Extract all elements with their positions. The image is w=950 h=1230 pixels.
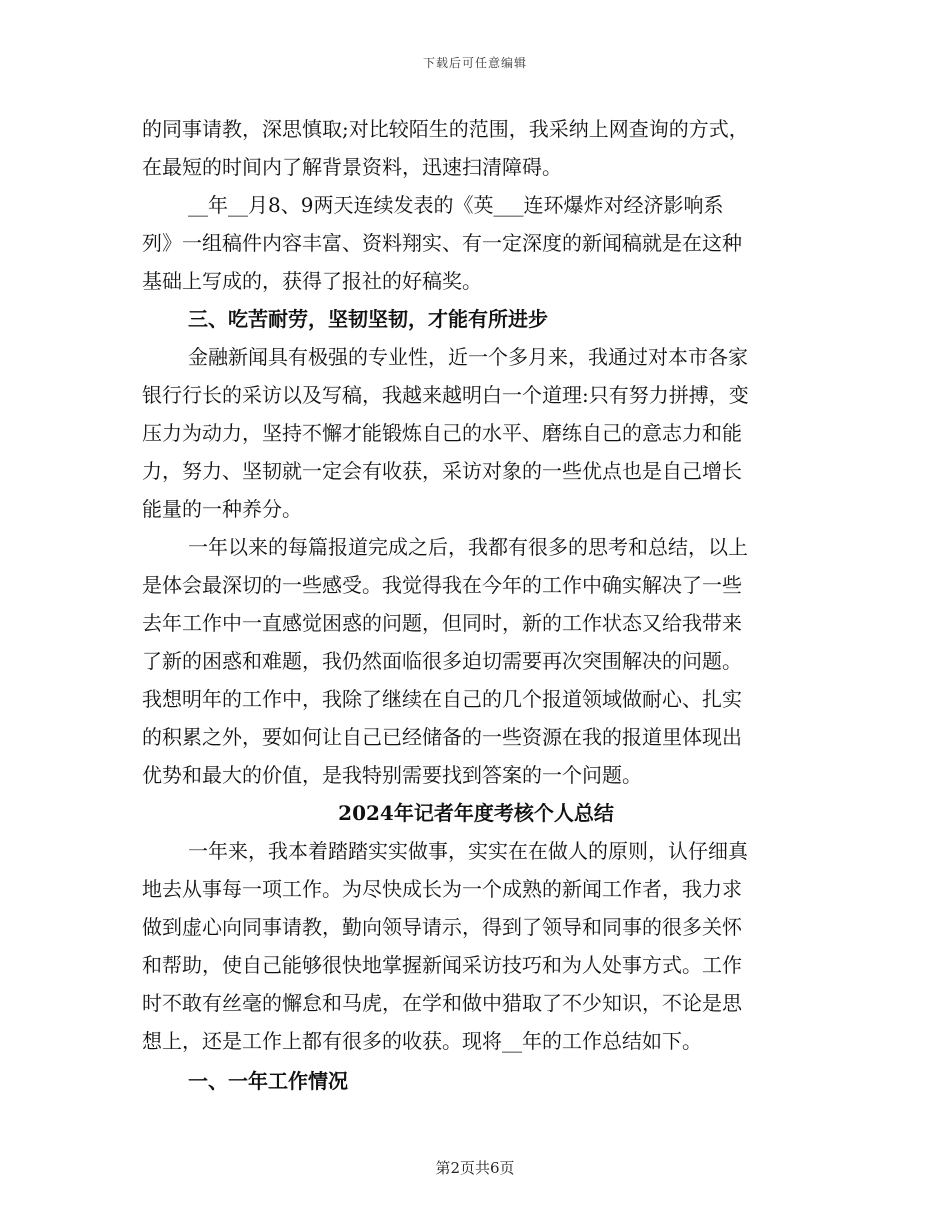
text-line: 优势和最大的价值，是我特别需要找到答案的一个问题。	[142, 763, 642, 787]
article-title: 2024年记者年度考核个人总结	[338, 801, 614, 825]
text-line: 银行行长的采访以及写稿，我越来越明白一个道理:只有努力拼搏，变	[142, 383, 749, 407]
text-line: 一年来，我本着踏踏实实做事，实实在在做人的原则，认仔细真	[188, 839, 748, 863]
text-line: 了新的困惑和难题，我仍然面临很多迫切需要再次突围解决的问题。	[142, 649, 742, 673]
text-line: 压力为动力，坚持不懈才能锻炼自己的水平、磨练自己的意志力和能	[142, 421, 742, 445]
text-line: 想上，还是工作上都有很多的收获。现将__年的工作总结如下。	[142, 1029, 702, 1053]
section-heading-1: 一、一年工作情况	[188, 1069, 348, 1093]
paragraph-award	[142, 186, 810, 300]
text-line: 金融新闻具有极强的专业性，近一个多月来，我通过对本市各家	[188, 345, 748, 369]
page-number: 第2页共6页	[435, 1159, 515, 1177]
text-line: __年__月8、9两天连续发表的《英___连环爆炸对经济影响系	[188, 193, 724, 217]
text-line: 做到虚心向同事请教，勤向领导请示，得到了领导和同事的很多关怀	[142, 915, 742, 939]
paragraph-finance-news	[142, 338, 810, 528]
page-header: 下载后可任意编辑	[422, 56, 527, 70]
text-line: 是体会最深切的一些感受。我觉得我在今年的工作中确实解决了一些	[142, 573, 742, 597]
text-line: 去年工作中一直感觉困惑的问题，但同时，新的工作状态又给我带来	[142, 611, 742, 635]
paragraph-continuation	[142, 110, 810, 186]
paragraph-reflection	[142, 528, 810, 794]
text-line: 列》一组稿件内容丰富、资料翔实、有一定深度的新闻稿就是在这种	[142, 231, 742, 255]
text-line: 基础上写成的，获得了报社的好稿奖。	[142, 269, 482, 293]
text-line: 地去从事每一项工作。为尽快成长为一个成熟的新闻工作者，我力求	[142, 877, 742, 901]
text-line: 在最短的时间内了解背景资料，迅速扫清障碍。	[142, 155, 562, 179]
section-heading-3: 三、吃苦耐劳，坚韧坚韧，才能有所进步	[188, 307, 548, 331]
text-line: 力，努力、坚韧就一定会有收获，采访对象的一些优点也是自己增长	[142, 459, 742, 483]
text-line: 时不敢有丝毫的懈怠和马虎，在学和做中猎取了不少知识，不论是思	[142, 991, 742, 1015]
text-line: 一年以来的每篇报道完成之后，我都有很多的思考和总结，以上	[188, 535, 748, 559]
text-line: 我想明年的工作中，我除了继续在自己的几个报道领域做耐心、扎实	[142, 687, 742, 711]
text-line: 的同事请教，深思慎取;对比较陌生的范围，我采纳上网查询的方式，	[142, 117, 749, 141]
paragraph-intro	[142, 832, 810, 1060]
text-line: 的积累之外，要如何让自己已经储备的一些资源在我的报道里体现出	[142, 725, 742, 749]
text-line: 和帮助，使自己能够很快地掌握新闻采访技巧和为人处事方式。工作	[142, 953, 742, 977]
document-body	[142, 110, 810, 1100]
text-line: 能量的一种养分。	[142, 497, 302, 521]
